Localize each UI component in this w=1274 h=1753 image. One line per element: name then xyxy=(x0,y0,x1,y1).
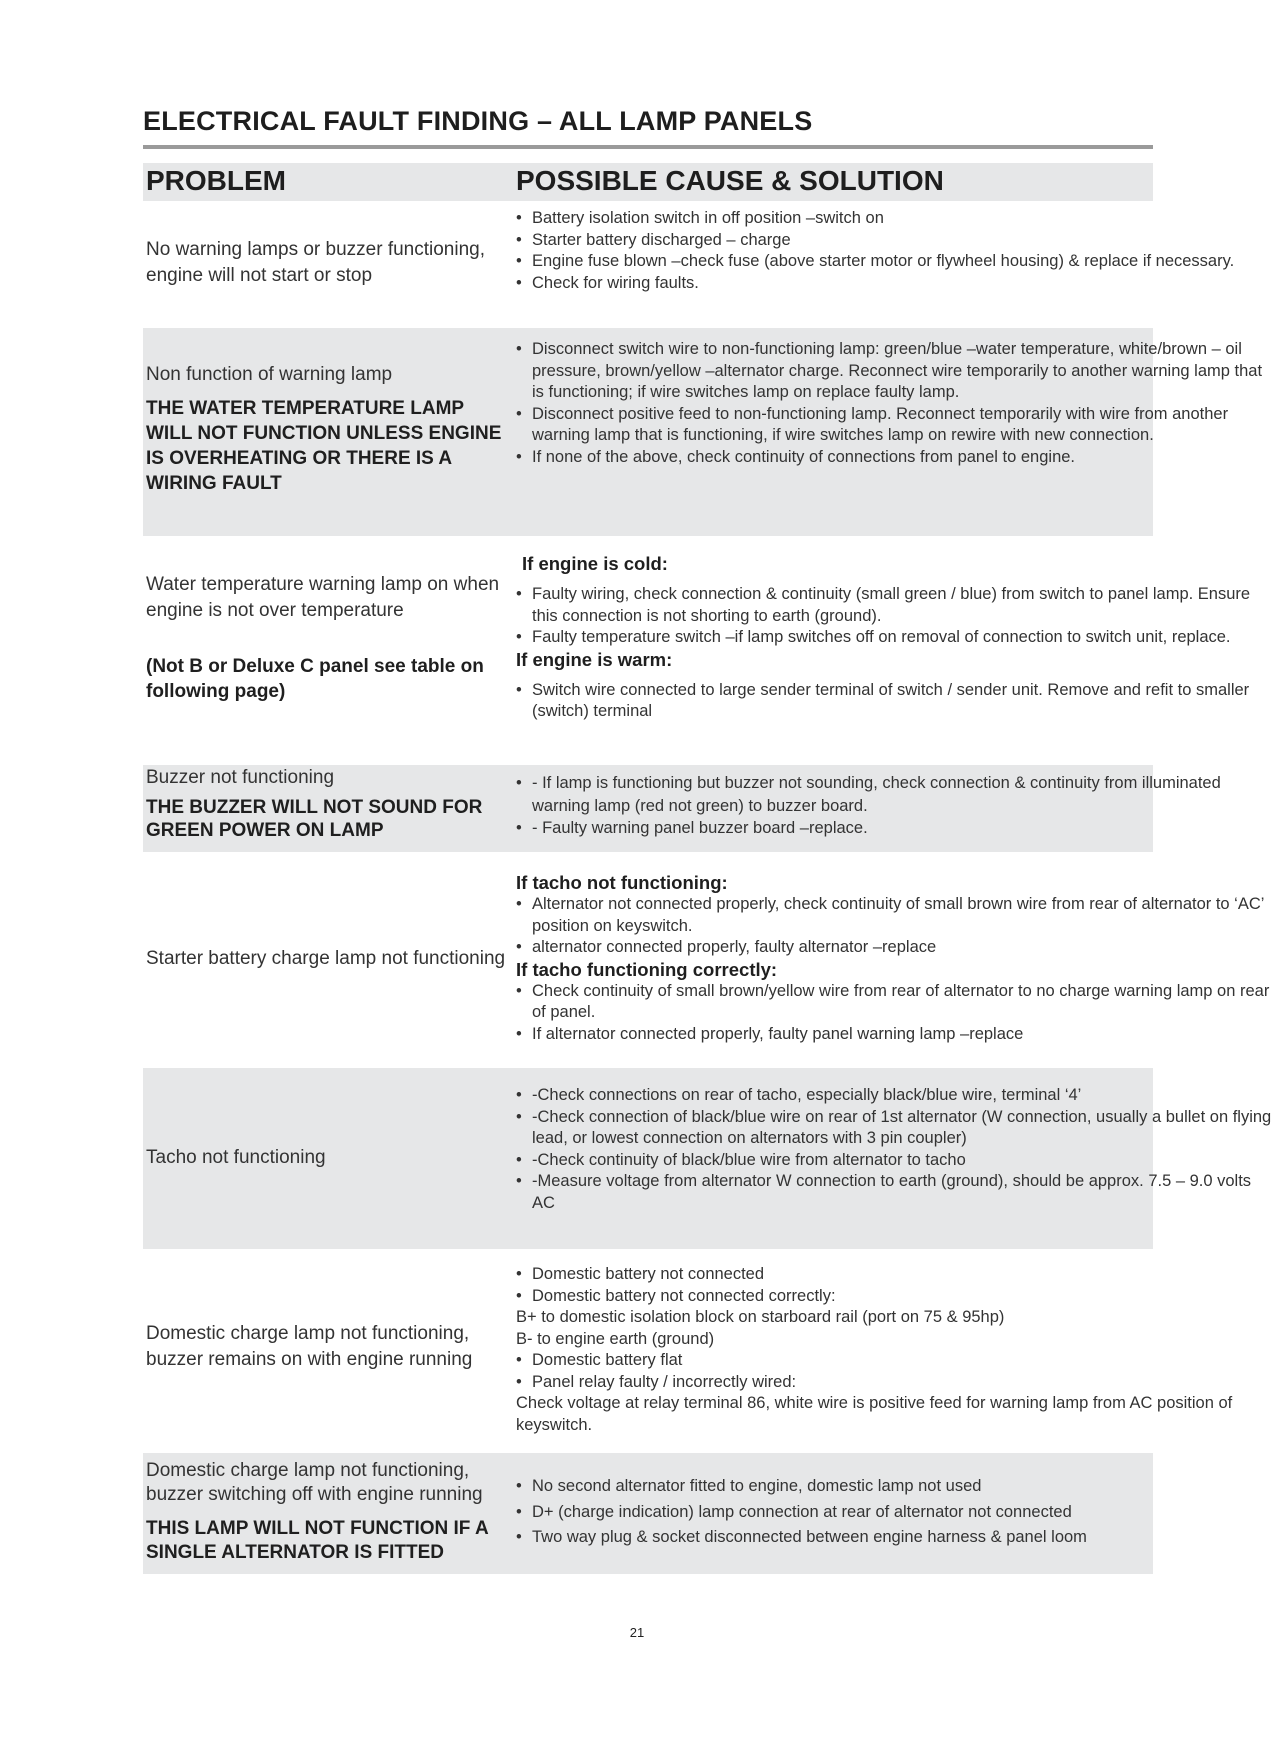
tacho-not-functioning-heading: If tacho not functioning: xyxy=(516,872,728,893)
solution-item: • Switch wire connected to large sender terminal of switch / sender unit. Remove and refit to smaller (switch) terminal xyxy=(516,680,1274,723)
solution-item: • Check continuity of small brown/yellow wire from rear of alternator to no charge warning lamp on rear of panel. xyxy=(516,981,1274,1024)
solution-item: • No second alternator fitted to engine, domestic lamp not used xyxy=(516,1474,1274,1500)
problem-text: Tacho not functioning xyxy=(146,1147,326,1168)
problem-cell xyxy=(146,237,506,289)
problem-text: Domestic charge lamp not functioning, buzzer switching off with engine running xyxy=(146,1460,483,1505)
table-row xyxy=(143,765,1221,852)
problem-text: Buzzer not functioning xyxy=(146,767,335,788)
problem-text: No warning lamps or buzzer functioning, engine will not start or stop xyxy=(146,239,486,286)
solution-cell xyxy=(516,553,1274,723)
title-divider xyxy=(143,145,1153,149)
problem-cell xyxy=(146,946,506,972)
solution-item: • D+ (charge indication) lamp connection at rear of alternator not connected xyxy=(516,1500,1274,1526)
solution-item: • -Check connection of black/blue wire on rear of 1st alternator (W connection, usually a bullet on flying lead, or lowest connection on alternators with 3 pin coupler) xyxy=(516,1107,1274,1150)
solution-cell xyxy=(516,339,1274,468)
solution-item: • - If lamp is functioning but buzzer not sounding, check connection & continuity from illuminated warning lamp (red not green) to buzzer board. xyxy=(516,772,1274,817)
problem-cell xyxy=(146,1321,506,1373)
solution-item: • Engine fuse blown –check fuse (above starter motor or flywheel housing) & replace if necessary. xyxy=(516,251,1274,273)
solution-cell xyxy=(516,1474,1274,1551)
solution-cell xyxy=(516,208,1274,294)
solution-detail: B+ to domestic isolation block on starboard rail (port on 75 & 95hp) xyxy=(516,1308,1005,1326)
problem-cell xyxy=(146,1145,506,1171)
problem-text: Water temperature warning lamp on when engine is not over temperature xyxy=(146,574,500,621)
solution-column-header: POSSIBLE CAUSE & SOLUTION xyxy=(516,165,944,196)
solution-item: • -Check connections on rear of tacho, especially black/blue wire, terminal ‘4’ xyxy=(516,1085,1274,1107)
problem-text: Starter battery charge lamp not functioning xyxy=(146,948,506,969)
problem-cell xyxy=(146,572,506,704)
problem-note: (Not B or Deluxe C panel see table on following page) xyxy=(146,656,484,702)
problem-column-header: PROBLEM xyxy=(146,165,286,196)
solution-item: • - Faulty warning panel buzzer board –replace. xyxy=(516,817,1274,840)
problem-note: THE BUZZER WILL NOT SOUND FOR GREEN POWER ON LAMP xyxy=(146,797,483,841)
solution-detail: Check voltage at relay terminal 86, white wire is positive feed for warning lamp from AC position of keyswitch. xyxy=(516,1394,1233,1434)
cold-heading: If engine is cold: xyxy=(522,553,668,574)
table-row xyxy=(143,201,1235,328)
solution-item: • Check for wiring faults. xyxy=(516,273,1274,295)
problem-text: Non function of warning lamp xyxy=(146,364,393,385)
problem-note: THE WATER TEMPERATURE LAMP WILL NOT FUNCTION UNLESS ENGINE IS OVERHEATING OR THERE IS A WIRING FAULT xyxy=(146,398,502,494)
solution-item: • -Check continuity of black/blue wire from alternator to tacho xyxy=(516,1150,1274,1172)
table-row xyxy=(143,328,1263,536)
solution-item: • Starter battery discharged – charge xyxy=(516,230,1274,252)
solution-item: • Domestic battery not connected correctly: xyxy=(516,1286,1274,1308)
solution-item: • Disconnect switch wire to non-functioning lamp: green/blue –water temperature, white/brown – oil pressure, brown/yellow –alternator charge. Reconnect wire temporarily to another warning lamp that is functioning; if wire switches lamp on replace faulty lamp. xyxy=(516,339,1274,404)
solution-item: • Battery isolation switch in off position –switch on xyxy=(516,208,1274,230)
table-row xyxy=(143,1249,1233,1453)
tacho-functioning-heading: If tacho functioning correctly: xyxy=(516,958,778,980)
solution-item: • Two way plug & socket disconnected between engine harness & panel loom xyxy=(516,1525,1274,1551)
problem-note: THIS LAMP WILL NOT FUNCTION IF A SINGLE ALTERNATOR IS FITTED xyxy=(146,1518,488,1563)
page-number: 21 xyxy=(629,1625,645,1640)
problem-cell xyxy=(146,1459,506,1565)
problem-cell xyxy=(146,362,506,496)
solution-cell xyxy=(516,1085,1274,1214)
solution-item: • If alternator connected properly, faulty panel warning lamp –replace xyxy=(516,1024,1274,1046)
problem-cell xyxy=(146,765,506,842)
table-header xyxy=(143,163,1153,201)
problem-text: Domestic charge lamp not functioning, buzzer remains on with engine running xyxy=(146,1323,473,1370)
solution-item: • Panel relay faulty / incorrectly wired: xyxy=(516,1372,1274,1394)
table-row xyxy=(143,852,1270,1068)
solution-cell xyxy=(516,872,1274,1045)
solution-item: • Domestic battery not connected xyxy=(516,1264,1274,1286)
solution-item: • Faulty wiring, check connection & continuity (small green / blue) from switch to panel lamp. Ensure this connection is not shorting to earth (ground). xyxy=(516,584,1274,627)
solution-item: • If none of the above, check continuity of connections from panel to engine. xyxy=(516,447,1274,469)
solution-item: • Faulty temperature switch –if lamp switches off on removal of connection to switch unit, replace. xyxy=(516,627,1274,649)
table-row xyxy=(143,1068,1272,1249)
solution-item: • Disconnect positive feed to non-functioning lamp. Reconnect temporarily with wire from another warning lamp that is functioning, if wire switches lamp on rewire with new connection. xyxy=(516,404,1274,447)
solution-item: • alternator connected properly, faulty alternator –replace xyxy=(516,937,1274,959)
page-title: ELECTRICAL FAULT FINDING – ALL LAMP PANELS xyxy=(143,106,813,136)
solution-cell xyxy=(516,772,1274,840)
table-row xyxy=(143,536,1251,765)
solution-detail: B- to engine earth (ground) xyxy=(516,1329,715,1348)
warm-heading: If engine is warm: xyxy=(516,648,673,670)
solution-cell xyxy=(516,1264,1274,1436)
solution-item: • -Measure voltage from alternator W connection to earth (ground), should be approx. 7.5 – 9.0 volts AC xyxy=(516,1171,1274,1214)
table-row xyxy=(143,1453,1153,1574)
solution-item: • Alternator not connected properly, check continuity of small brown wire from rear of alternator to ‘AC’ position on keyswitch. xyxy=(516,894,1274,937)
solution-item: • Domestic battery flat xyxy=(516,1350,1274,1372)
